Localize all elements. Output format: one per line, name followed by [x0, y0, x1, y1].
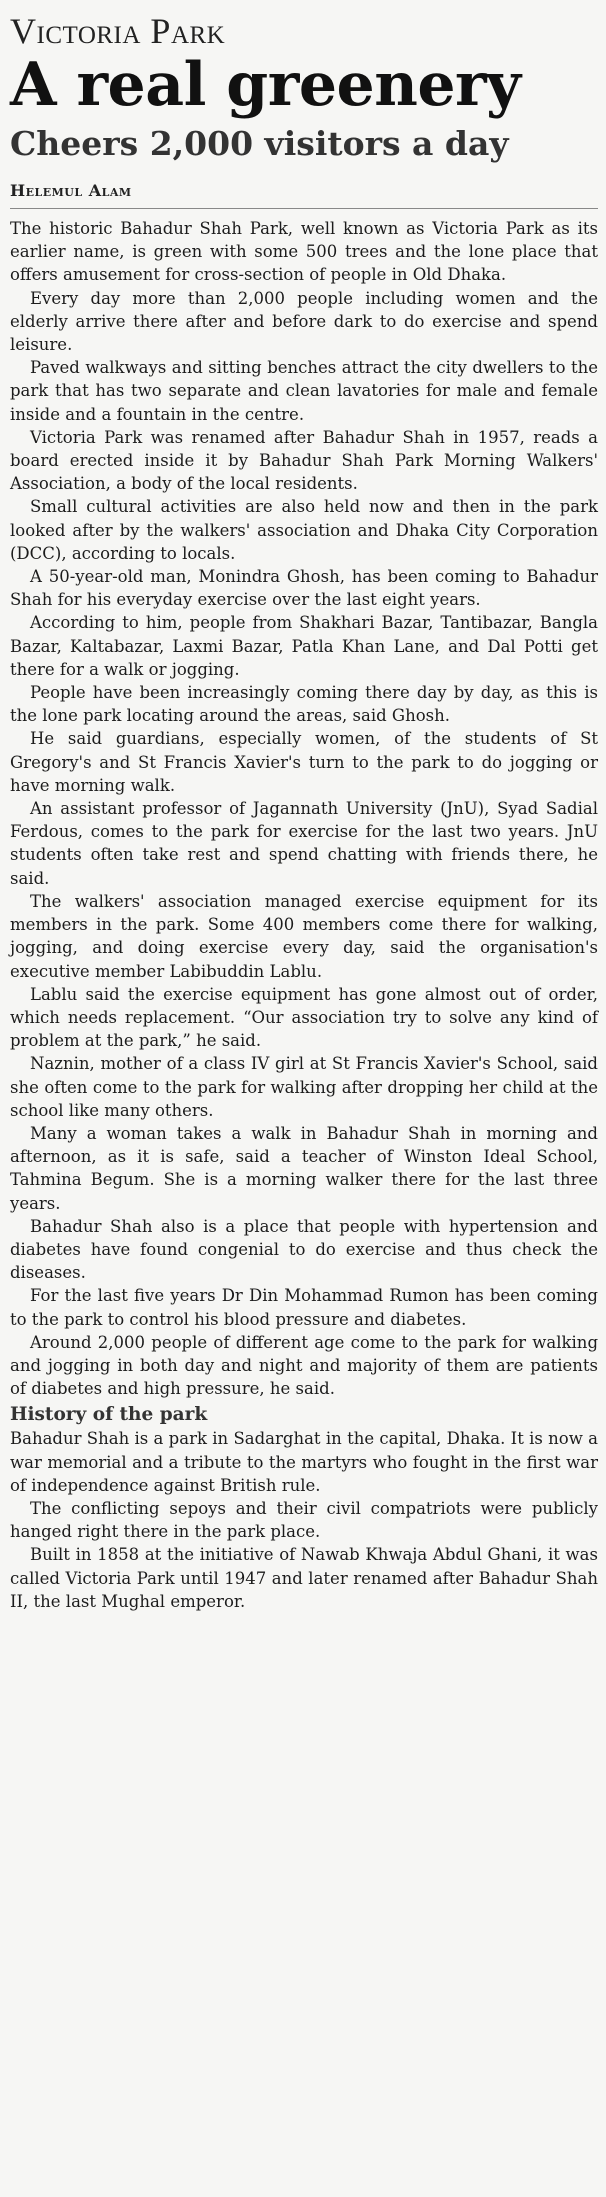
paragraph: The conflicting sepoys and their civil compatriots were publicly hanged right there in the park place.: [10, 1498, 598, 1542]
paragraph: He said guardians, especially women, of the students of St Gregory's and St Francis Xavier's turn to the park to do jogging or have morning walk.: [10, 729, 598, 795]
paragraph: Bahadur Shah also is a place that people with hypertension and diabetes have found congenial to do exercise and thus check the diseases.: [10, 1216, 598, 1283]
paragraph: A 50-year-old man, Monindra Ghosh, has been coming to Bahadur Shah for his everyday exercise over the last eight years.: [10, 567, 598, 610]
paragraph: People have been increasingly coming there day by day, as this is the lone park locating around the areas, said Ghosh.: [10, 683, 598, 726]
paragraph: Around 2,000 people of different age come to the park for walking and jogging in both day and night and majority of them are patients of diabetes and high pressure, he said.: [10, 1332, 598, 1399]
paragraph: Naznin, mother of a class IV girl at St Francis Xavier's School, said she often come to the park for walking after dropping her child at the school like many others.: [10, 1054, 598, 1120]
paragraph: Built in 1858 at the initiative of Nawab Khwaja Abdul Ghani, it was called Victoria Park until 1947 and later renamed after Bahadur Shah II, the last Mughal emperor.: [10, 1545, 598, 1611]
history-section: [10, 1402, 598, 1613]
history-heading: History of the park: [10, 1404, 208, 1426]
paragraph: According to him, people from Shakhari Bazar, Tantibazar, Bangla Bazar, Kaltabazar, Laxmi Bazar, Patla Khan Lane, and Dal Potti get there for a walk or jogging.: [10, 613, 598, 679]
paragraph: Victoria Park was renamed after Bahadur Shah in 1957, reads a board erected inside it by Bahadur Shah Park Morning Walkers' Association, a body of the local residents.: [10, 427, 598, 494]
article-body: [10, 217, 598, 1613]
paragraph: For the last five years Dr Din Mohammad Rumon has been coming to the park to control his blood pressure and diabetes.: [10, 1286, 598, 1329]
paragraph: The walkers' association managed exercise equipment for its members in the park. Some 400 members come there for walking, jogging, and doing exercise every day, said the organisation's executive member Labibuddin Lablu.: [10, 891, 598, 981]
paragraph: Every day more than 2,000 people including women and the elderly arrive there after and before dark to do exercise and spend leisure.: [10, 288, 598, 355]
section-kicker: Victoria Park: [10, 11, 226, 51]
paragraph: Small cultural activities are also held now and then in the park looked after by the walkers' association and Dhaka City Corporation (DCC), according to locals.: [10, 497, 598, 563]
subheadline: Cheers 2,000 visitors a day: [10, 124, 509, 163]
headline: A real greenery: [10, 50, 521, 120]
byline: Helemul Alam: [10, 180, 598, 209]
paragraph: An assistant professor of Jagannath University (JnU), Syad Sadial Ferdous, comes to the park for exercise for the last two years. JnU students often take rest and spend chatting with friends there, he said.: [10, 799, 598, 888]
paragraph: Lablu said the exercise equipment has gone almost out of order, which needs replacement. “Our association try to solve any kind of problem at the park,” he said.: [10, 984, 598, 1051]
paragraph: Paved walkways and sitting benches attract the city dwellers to the park that has two separate and clean lavatories for male and female inside and a fountain in the centre.: [10, 358, 598, 424]
paragraph: Bahadur Shah is a park in Sadarghat in the capital, Dhaka. It is now a war memorial and a tribute to the martyrs who fought in the first war of independence against British rule.: [10, 1429, 598, 1495]
paragraph: Many a woman takes a walk in Bahadur Shah in morning and afternoon, as it is safe, said a teacher of Winston Ideal School, Tahmina Begum. She is a morning walker there for the last three years.: [10, 1123, 598, 1213]
paragraph: The historic Bahadur Shah Park, well known as Victoria Park as its earlier name, is green with some 500 trees and the lone place that offers amusement for cross-section of people in Old Dhaka.: [10, 219, 598, 285]
